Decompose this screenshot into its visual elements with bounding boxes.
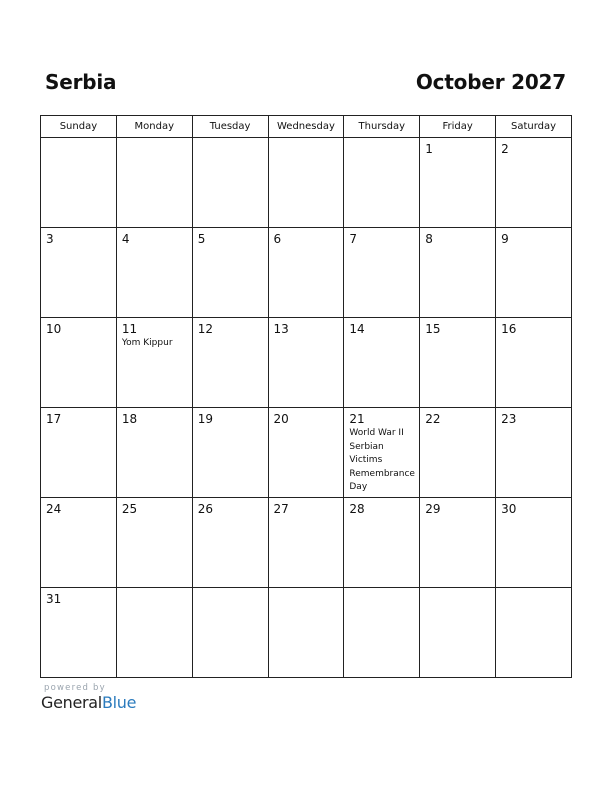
- day-cell-content: [496, 498, 571, 516]
- generalblue-logo: [41, 693, 136, 712]
- day-cell: [420, 318, 496, 408]
- day-number: 21: [349, 412, 365, 426]
- day-cell-content: [41, 408, 116, 426]
- day-cell: [420, 228, 496, 318]
- holiday-label: Yom Kippur: [121, 338, 173, 348]
- day-cell-content: [41, 318, 116, 336]
- day-cell: [420, 408, 496, 498]
- day-number: 27: [273, 502, 289, 516]
- day-cell: [41, 318, 117, 408]
- day-cell-content: [344, 318, 419, 336]
- day-cell: [192, 498, 268, 588]
- day-number: 20: [273, 412, 289, 426]
- day-cell-content: [269, 138, 344, 142]
- day-number: 31: [46, 592, 62, 606]
- day-cell: [192, 318, 268, 408]
- day-cell-content: [344, 588, 419, 592]
- day-number: 14: [349, 322, 365, 336]
- day-cell-content: [344, 138, 419, 142]
- week-row: [41, 318, 572, 408]
- country-title: Serbia: [45, 70, 117, 94]
- week-row: [41, 408, 572, 498]
- day-cell: [116, 408, 192, 498]
- day-cell: [41, 408, 117, 498]
- weekday-thursday: Thursday: [344, 116, 420, 138]
- weekday-friday: Friday: [420, 116, 496, 138]
- empty-day-cell: [116, 138, 192, 228]
- powered-by-label: powered by: [44, 683, 106, 693]
- day-number: 6: [273, 232, 282, 246]
- day-number: 11: [121, 322, 138, 336]
- week-row: [41, 228, 572, 318]
- weekday-wednesday: Wednesday: [268, 116, 344, 138]
- day-cell-content: [117, 318, 192, 351]
- day-cell-content: [344, 228, 419, 246]
- day-cell-content: [269, 498, 344, 516]
- day-number: 1: [425, 142, 433, 156]
- day-number: 10: [46, 322, 62, 336]
- day-cell: [344, 408, 420, 498]
- holiday-label: World War II Serbian Victims Remembrance Day: [349, 428, 415, 492]
- day-number: 26: [197, 502, 213, 516]
- weekday-saturday: Saturday: [496, 116, 572, 138]
- day-cell-content: [269, 408, 344, 426]
- day-number: 18: [121, 412, 138, 426]
- day-number: 23: [501, 412, 517, 426]
- day-cell-content: [420, 588, 495, 592]
- day-cell-content: [193, 408, 268, 426]
- day-cell: [420, 138, 496, 228]
- empty-day-cell: [192, 138, 268, 228]
- empty-day-cell: [268, 588, 344, 678]
- day-cell-content: [496, 318, 571, 336]
- day-number: 2: [501, 142, 509, 156]
- day-number: 9: [501, 232, 509, 246]
- day-number: 3: [46, 232, 54, 246]
- day-cell: [41, 228, 117, 318]
- logo-blue-text: Blue: [101, 693, 137, 712]
- day-number: 30: [501, 502, 517, 516]
- day-cell-content: [496, 228, 571, 246]
- empty-day-cell: [268, 138, 344, 228]
- day-cell-content: [193, 138, 268, 142]
- day-cell: [192, 408, 268, 498]
- day-cell: [344, 498, 420, 588]
- day-cell: [41, 498, 117, 588]
- calendar-grid: [40, 115, 572, 678]
- day-cell-content: [117, 498, 192, 516]
- day-cell-content: [117, 588, 192, 592]
- day-number: 8: [425, 232, 433, 246]
- day-cell-content: [117, 408, 192, 426]
- day-cell: [268, 408, 344, 498]
- day-cell-content: [269, 228, 344, 246]
- day-cell: [268, 498, 344, 588]
- day-number: 12: [197, 322, 213, 336]
- day-cell-content: [420, 318, 495, 336]
- empty-day-cell: [420, 588, 496, 678]
- day-cell: [116, 228, 192, 318]
- day-number: 16: [501, 322, 517, 336]
- week-row: [41, 498, 572, 588]
- day-cell-content: [496, 408, 571, 426]
- day-cell: [268, 318, 344, 408]
- day-cell: [496, 138, 572, 228]
- day-cell-content: [117, 228, 192, 246]
- day-number: 28: [349, 502, 365, 516]
- day-cell-content: [193, 318, 268, 336]
- day-cell-content: [117, 138, 192, 142]
- weekday-monday: Monday: [116, 116, 192, 138]
- day-number: 25: [121, 502, 138, 516]
- day-cell: [41, 588, 117, 678]
- empty-day-cell: [496, 588, 572, 678]
- day-cell-content: [269, 588, 344, 592]
- empty-day-cell: [116, 588, 192, 678]
- day-cell: [116, 498, 192, 588]
- day-cell-content: [193, 588, 268, 592]
- day-cell: [420, 498, 496, 588]
- day-number: 7: [349, 232, 358, 246]
- day-cell: [268, 228, 344, 318]
- day-number: 4: [121, 232, 130, 246]
- logo-general-text: General: [41, 693, 102, 712]
- empty-day-cell: [192, 588, 268, 678]
- day-cell: [496, 498, 572, 588]
- empty-day-cell: [344, 138, 420, 228]
- day-cell-content: [269, 318, 344, 336]
- day-number: 22: [425, 412, 441, 426]
- day-cell: [496, 318, 572, 408]
- day-cell-content: [420, 138, 495, 156]
- day-cell: [496, 408, 572, 498]
- weekday-header-row: [41, 116, 572, 138]
- day-cell: [344, 228, 420, 318]
- day-number: 5: [197, 232, 206, 246]
- day-cell-content: [41, 588, 116, 606]
- day-cell-content: [193, 228, 268, 246]
- month-title: October 2027: [415, 70, 566, 94]
- day-cell: [116, 318, 192, 408]
- empty-day-cell: [344, 588, 420, 678]
- weekday-tuesday: Tuesday: [192, 116, 268, 138]
- day-cell-content: [496, 138, 571, 156]
- day-cell-content: [344, 498, 419, 516]
- day-number: 24: [46, 502, 62, 516]
- day-cell: [496, 228, 572, 318]
- day-cell-content: [41, 498, 116, 516]
- day-number: 17: [46, 412, 62, 426]
- day-number: 19: [197, 412, 213, 426]
- day-number: 15: [425, 322, 441, 336]
- week-row: [41, 138, 572, 228]
- day-cell-content: [344, 408, 419, 495]
- empty-day-cell: [41, 138, 117, 228]
- day-number: 13: [273, 322, 289, 336]
- day-number: 29: [425, 502, 441, 516]
- day-cell-content: [41, 138, 116, 142]
- day-cell-content: [420, 498, 495, 516]
- day-cell-content: [496, 588, 571, 592]
- weekday-sunday: Sunday: [41, 116, 117, 138]
- day-cell-content: [420, 228, 495, 246]
- day-cell: [344, 318, 420, 408]
- day-cell: [192, 228, 268, 318]
- day-cell-content: [420, 408, 495, 426]
- day-cell-content: [41, 228, 116, 246]
- day-cell-content: [193, 498, 268, 516]
- week-row: [41, 588, 572, 678]
